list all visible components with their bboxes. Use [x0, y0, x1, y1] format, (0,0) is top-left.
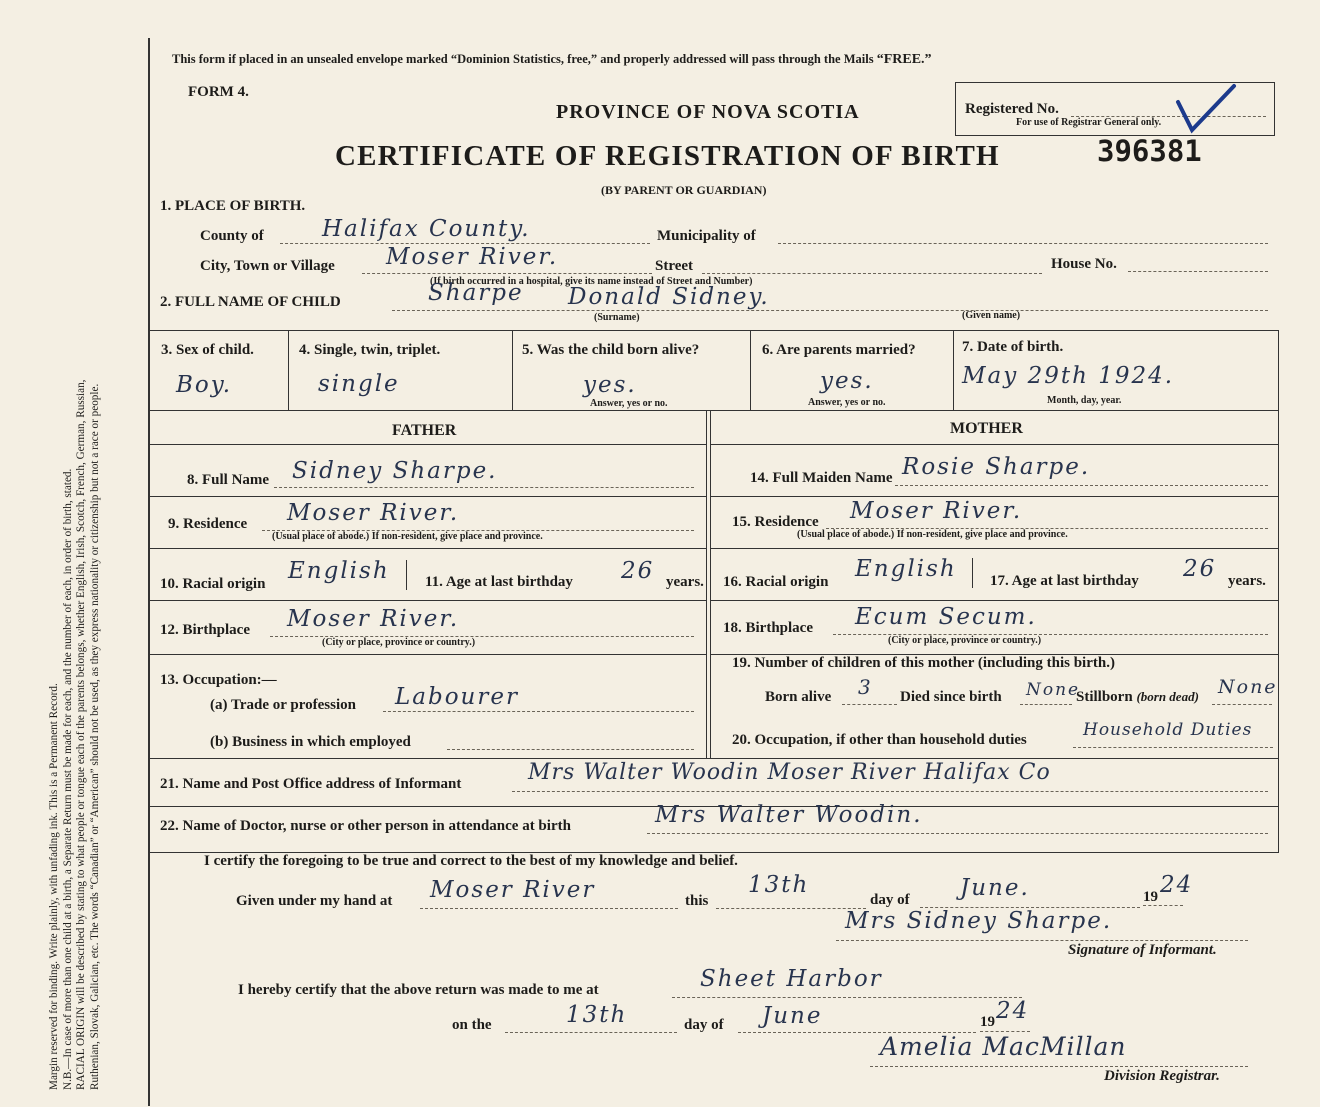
mother-racial-origin-value: English: [855, 556, 957, 582]
mother-name-label: 14. Full Maiden Name: [750, 470, 893, 486]
father-birthplace-label: 12. Birthplace: [160, 622, 250, 638]
born-alive-label: 5. Was the child born alive?: [522, 342, 700, 358]
registrar-year-suffix: 24: [996, 998, 1030, 1024]
given-month-value: June.: [960, 875, 1030, 901]
registered-label: Registered No.: [965, 101, 1059, 117]
house-no-label: House No.: [1051, 256, 1117, 272]
mother-racial-origin-label: 16. Racial origin: [723, 574, 829, 590]
mother-birthplace-value: Ecum Secum.: [855, 604, 1037, 630]
parents-married-value: yes.: [820, 368, 874, 394]
mother-heading: MOTHER: [950, 420, 1023, 437]
child-surname: Sharpe: [428, 280, 524, 306]
margin-note-multiple-births: N.B.—In case of more than one child at a birth, a Separate Return must be made for each, and the number of each, in order of birth, stated.: [61, 468, 74, 1090]
dob-label: 7. Date of birth.: [962, 339, 1064, 355]
born-alive-note: Answer, yes or no.: [590, 398, 668, 409]
mother-age-value: 26: [1183, 556, 1217, 582]
mother-occupation-value: Household Duties: [1083, 720, 1253, 740]
registrar-place-value: Sheet Harbor: [700, 966, 883, 992]
mail-notice: This form if placed in an unsealed envelope marked “Dominion Statistics, free,” and properly addressed will pass through the Mails “FREE.”: [172, 52, 932, 67]
given-day-value: 13th: [748, 872, 810, 898]
stillborn-label: Stillborn (born dead): [1076, 689, 1199, 705]
multiplicity-value: single: [318, 371, 400, 397]
county-value: Halifax County.: [322, 216, 531, 242]
doctor-label: 22. Name of Doctor, nurse or other person in attendance at birth: [160, 818, 571, 834]
father-residence-label: 9. Residence: [168, 516, 248, 532]
province-heading: PROVINCE OF NOVA SCOTIA: [556, 101, 860, 123]
place-of-birth-heading: 1. PLACE OF BIRTH.: [160, 198, 306, 214]
surname-note: (Surname): [594, 312, 640, 323]
certify-text: I certify the foregoing to be true and correct to the best of my knowledge and belief.: [204, 853, 738, 869]
father-occupation-label: 13. Occupation:—: [160, 672, 277, 688]
registrar-certify-text: I hereby certify that the above return was made to me at: [238, 982, 599, 998]
left-margin-notes: [48, 40, 148, 1090]
sex-label: 3. Sex of child.: [161, 342, 254, 358]
mother-birthplace-note: (City or place, province or country.): [888, 635, 1042, 646]
on-the-label: on the: [452, 1017, 492, 1033]
dob-note: Month, day, year.: [1047, 395, 1122, 406]
child-name-label: 2. FULL NAME OF CHILD: [160, 294, 341, 310]
died-since-birth-value: None: [1026, 680, 1081, 700]
died-since-birth-label: Died since birth: [900, 689, 1002, 705]
mother-residence-label: 15. Residence: [732, 514, 819, 530]
mother-children-label: 19. Number of children of this mother (including this birth.): [732, 655, 1115, 671]
county-label: County of: [200, 228, 264, 244]
parents-married-label: 6. Are parents married?: [762, 342, 916, 358]
mother-occupation-label: 20. Occupation, if other than household duties: [732, 732, 1027, 748]
informant-signature: Mrs Sidney Sharpe.: [845, 908, 1113, 934]
registrar-day-value: 13th: [566, 1002, 628, 1028]
dob-value: May 29th 1924.: [962, 363, 1175, 389]
father-racial-origin-value: English: [288, 558, 390, 584]
registrar-signature-label: Division Registrar.: [1104, 1068, 1220, 1084]
municipality-label: Municipality of: [657, 228, 756, 244]
father-heading: FATHER: [392, 422, 457, 439]
born-alive-count-value: 3: [858, 675, 873, 699]
margin-note-racial-origin-cont: Ruthenian, Slovak, Galician, etc. The words “Canadian” or “American” should not be used, as they express nationality or citizenship but not a race or people.: [88, 383, 101, 1090]
given-year-suffix: 24: [1160, 872, 1194, 898]
sex-value: Boy.: [176, 372, 232, 398]
mother-residence-value: Moser River.: [850, 498, 1023, 524]
parents-divider: [706, 410, 707, 758]
margin-note-racial-origin: RACIAL ORIGIN will be described by stating to what people or tongue each of the parents belongs, whether English, Irish, Scotch, French, German, Russian,: [75, 379, 87, 1090]
form-right-border: [1278, 330, 1279, 853]
born-alive-count-label: Born alive: [765, 689, 832, 705]
city-value: Moser River.: [386, 244, 559, 270]
mother-name-value: Rosie Sharpe.: [902, 454, 1091, 480]
stillborn-value: None: [1218, 676, 1278, 698]
informant-label: 21. Name and Post Office address of Informant: [160, 776, 462, 792]
checkmark-icon: [1170, 82, 1240, 152]
given-name-note: (Given name): [962, 310, 1021, 321]
father-age-label: 11. Age at last birthday: [425, 574, 573, 590]
city-label: City, Town or Village: [200, 258, 335, 274]
registrar-year-prefix: 19: [980, 1014, 995, 1030]
registrar-month-value: June: [762, 1003, 823, 1029]
informant-value: Mrs Walter Woodin Moser River Halifax Co: [528, 760, 1051, 785]
registrar-day-of-label: day of: [684, 1017, 724, 1033]
mother-residence-note: (Usual place of abode.) If non-resident, give place and province.: [797, 529, 1068, 540]
given-place-value: Moser River: [430, 877, 596, 903]
mother-age-unit: years.: [1228, 573, 1266, 589]
father-racial-origin-label: 10. Racial origin: [160, 576, 266, 592]
parents-married-note: Answer, yes or no.: [808, 397, 886, 408]
certificate-title: CERTIFICATE OF REGISTRATION OF BIRTH: [335, 140, 1000, 172]
doctor-value: Mrs Walter Woodin.: [655, 802, 923, 828]
informant-signature-label: Signature of Informant.: [1068, 942, 1217, 958]
day-of-label: day of: [870, 892, 910, 908]
mother-birthplace-label: 18. Birthplace: [723, 620, 813, 636]
father-name-label: 8. Full Name: [187, 472, 270, 488]
margin-note-binding: Margin reserved for binding. Write plainly, with unfading ink. This is a Permanent Record.: [48, 683, 60, 1090]
born-alive-value: yes.: [583, 372, 637, 398]
street-label: Street: [655, 258, 694, 274]
given-year-prefix: 19: [1143, 889, 1158, 905]
father-birthplace-value: Moser River.: [287, 606, 460, 632]
child-given-name: Donald Sidney.: [568, 284, 770, 310]
multiplicity-label: 4. Single, twin, triplet.: [299, 342, 441, 358]
father-birthplace-note: (City or place, province or country.): [322, 637, 476, 648]
form-number: FORM 4.: [188, 84, 249, 100]
registered-note: For use of Registrar General only.: [1016, 117, 1162, 128]
father-age-unit: years.: [666, 574, 704, 590]
margin-rule: [148, 38, 150, 1106]
this-label: this: [685, 893, 709, 909]
father-residence-value: Moser River.: [287, 500, 460, 526]
father-trade-value: Labourer: [395, 684, 519, 710]
registration-number: 396381: [1097, 134, 1202, 168]
father-age-value: 26: [621, 558, 655, 584]
father-business-label: (b) Business in which employed: [210, 734, 411, 750]
certificate-subtitle: (BY PARENT OR GUARDIAN): [601, 183, 767, 197]
registrar-signature: Amelia MacMillan: [880, 1032, 1127, 1061]
father-name-value: Sidney Sharpe.: [292, 458, 498, 484]
hospital-note: (If birth occurred in a hospital, give its name instead of Street and Number): [430, 276, 753, 287]
father-residence-note: (Usual place of abode.) If non-resident, give place and province.: [272, 531, 543, 542]
mother-age-label: 17. Age at last birthday: [990, 573, 1139, 589]
given-under-label: Given under my hand at: [236, 893, 393, 909]
father-trade-label: (a) Trade or profession: [210, 697, 356, 713]
